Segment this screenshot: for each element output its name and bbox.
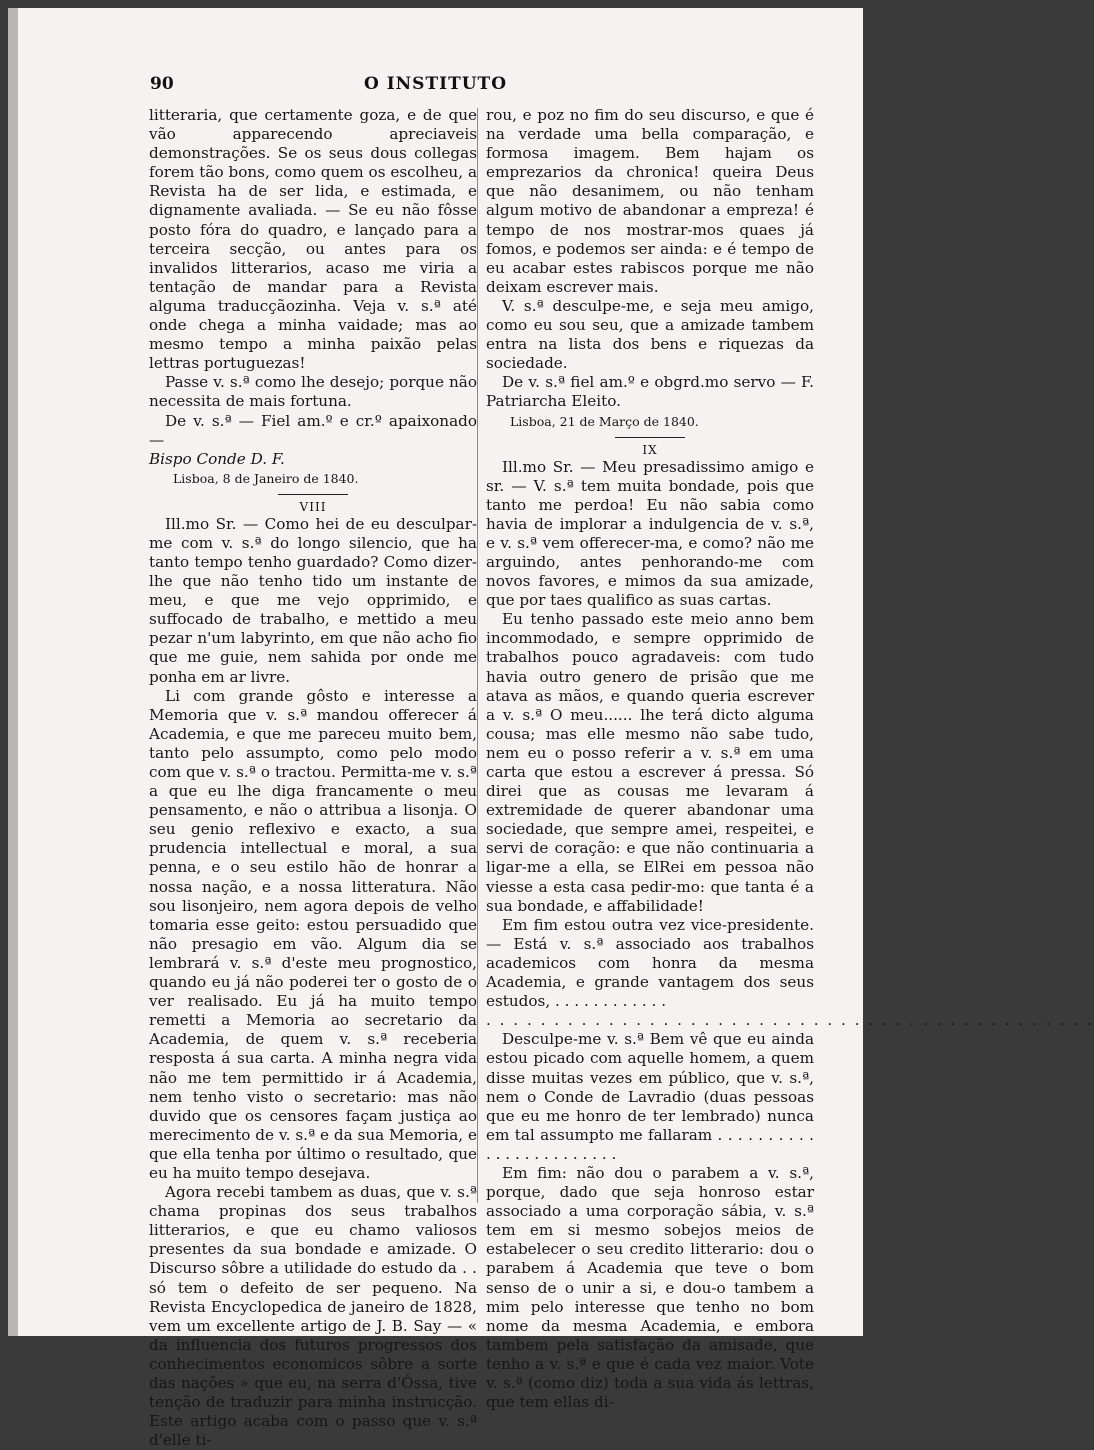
place-date: Lisboa, 21 de Março de 1840. <box>510 413 699 429</box>
paragraph: rou, e poz no fim do seu discurso, e que é na verdade uma bella comparação, e formosa imagem. Bem hajam os emprezarios da chronica! queira Deus que não desanimem, ou não tenham algum motivo de abandonar a empreza! é tempo de nos mostrar-mos quaes já fomos, e podemos ser ainda: e é tempo de eu acabar estes rabiscos porque me não deixam escrever mais. <box>486 106 814 296</box>
right-column <box>486 106 1094 1412</box>
section-number: VIII <box>299 499 327 514</box>
book-page <box>8 8 1094 1450</box>
section-rule <box>615 437 685 438</box>
section-number: IX <box>642 442 658 457</box>
letter-closing: De v. s.ª fiel am.º e obgrd.mo servo — F. Patriarcha Eleito. <box>486 373 814 411</box>
column-divider <box>477 108 478 1203</box>
paragraph: Li com grande gôsto e interesse a Memoria que v. s.ª mandou offerecer á Academia, e que me pareceu muito bem, tanto pelo assumpto, como pelo modo com que v. s.ª o tractou. Permitta-me v. s.ª a que eu lhe diga francamente o meu pensamento, e não o attribua a lisonja. O seu genio reflexivo e exacto, a sua prudencia intellectual e moral, a sua penna, e o seu estilo hão de honrar a nossa nação, e a nossa litteratura. Não sou lisonjeiro, nem agora depois de velho tomaria esse geito: estou persuadido que não presagio em vão. Algum dia se lembrará v. s.ª d'este meu prognostico, quando eu já não poderei ter o gosto de o ver realisado. Eu já ha muito tempo remetti a Memoria ao secretario da Academia, de quem v. s.ª receberia resposta á sua carta. A minha negra vida não me tem permittido ir á Academia, nem tenho visto o secretario: mas não duvido que os censores façam justiça ao merecimento de v. s.ª e da sua Memoria, e que ella tenha por último o resultado, que eu ha muito tempo desejava. <box>149 686 477 1182</box>
paragraph: Passe v. s.ª como lhe desejo; porque não necessita de mais fortuna. <box>149 373 477 411</box>
page-header <box>8 74 863 98</box>
page-gutter-shadow <box>8 8 18 1336</box>
paragraph: V. s.ª desculpe-me, e seja meu amigo, como eu sou seu, que a amizade tambem entra na lista dos bens e riquezas da sociedade. <box>486 296 814 373</box>
paragraph: Agora recebi tambem as duas, que v. s.ª chama propinas dos seus trabalhos litterarios, e que eu chamo valiosos presentes da sua bondade e amizade. O Discurso sôbre a utilidade do estudo da . . só tem o defeito de ser pequeno. Na Revista Encyclopedica de janeiro de 1828, vem um excellente artigo de J. B. Say — « da influencia dos futuros progressos dos conhecimentos economicos sôbre a sorte das nações » que eu, na serra d'Óssa, tive tenção de traduzir para minha instrucção. Este artigo acaba com o passo que v. s.ª d'elle ti- <box>149 1183 477 1450</box>
paragraph: Em fim estou outra vez vice-presidente. — Está v. s.ª associado aos trabalhos academicos com honra da mesma Academia, e grande vantagem dos seus estudos, . . . . . . . . . . . . <box>486 915 814 1011</box>
paragraph: Desculpe-me v. s.ª Bem vê que eu ainda estou picado com aquelle homem, a quem disse muitas vezes em público, que v. s.ª, nem o Conde de Lavradio (duas pessoas que eu me honro de ter lembrado) nunca em tal assumpto me fallaram . . . . . . . . . . . . . . . . . . . . . . . . <box>486 1030 814 1163</box>
ellipsis-line: . . . . . . . . . . . . . . . . . . . . . . . . . . . . . . . . . . . . . . . . . . . . . <box>486 1011 1094 1030</box>
paragraph: litteraria, que certamente goza, e de que vão apparecendo apreciaveis demonstrações. Se os seus dous collegas forem tão bons, como quem os escolheu, a Revista ha de ser lida, e estimada, e dignamente avaliada. — Se eu não fôsse posto fóra do quadro, e lançado para a terceira secção, ou antes para os invalidos litterarios, acaso me viria a tentação de mandar para a Revista alguma traducçãozinha. Veja v. s.ª até onde chega a minha vaidade; mas ao mesmo tempo a minha paixão pelas lettras portuguezas! <box>149 106 477 373</box>
running-title: O INSTITUTO <box>363 74 508 94</box>
left-column <box>149 106 477 1450</box>
paragraph: Eu tenho passado este meio anno bem incommodado, e sempre opprimido de trabalhos pouco agradaveis: com tudo havia outro genero de prisão que me atava as mãos, e quando queria escrever a v. s.ª O meu...... lhe terá dicto alguma cousa; mas elle mesmo não sabe tudo, nem eu o posso referir a v. s.ª em uma carta que estou a escrever á pressa. Só direi que as cousas me levaram á extremidade de querer abandonar uma sociedade, que sempre amei, respeitei, e servi de coração: e que não continuaria a ligar-me a ella, se ElRei em pessoa não viesse a esta casa pedir-mo: que tanta é a sua bondade, e affabilidade! <box>486 610 814 915</box>
paragraph: Em fim: não dou o parabem a v. s.ª, porque, dado que seja honroso estar associado a uma corporação sábia, v. s.ª tem em si mesmo sobejos meios de estabelecer o seu credito litterario: dou o parabem á Academia que teve o bom senso de o unir a si, e dou-o tambem a mim pelo interesse que tenho no bom nome da mesma Academia, e embora tambem pela satisfação da amisade, que tenho a v. s.ª e que é cada vez maior. Vote v. s.ª (como diz) toda a sua vida ás lettras, que tem ellas di- <box>486 1163 814 1412</box>
letter-signature: Bispo Conde D. F. <box>149 449 285 468</box>
paragraph: Ill.mo Sr. — Meu presadissimo amigo e sr. — V. s.ª tem muita bondade, pois que tanto me perdoa! Eu não sabia como havia de implorar a indulgencia de v. s.ª, e v. s.ª vem offerecer-ma, e como? não me arguindo, antes penhorando-me com novos favores, e mimos da sua amizade, que por taes qualifico as suas cartas. <box>486 457 814 610</box>
bleed-through-footer <box>8 1306 863 1322</box>
page-number: 90 <box>150 74 174 94</box>
paragraph: Ill.mo Sr. — Como hei de eu desculpar-me com v. s.ª do longo silencio, que ha tanto tempo tenho guardado? Como dizer-lhe que não tenho tido um instante de meu, e que me vejo opprimido, e suffocado de trabalho, e mettido a meu pezar n'um labyrinto, em que não acho fio que me guie, nem sahida por onde me ponha em ar livre. <box>149 514 477 686</box>
letter-closing: De v. s.ª — Fiel am.º e cr.º apaixonado — <box>149 411 477 449</box>
place-date: Lisboa, 8 de Janeiro de 1840. <box>173 470 359 486</box>
section-rule <box>278 494 348 495</box>
